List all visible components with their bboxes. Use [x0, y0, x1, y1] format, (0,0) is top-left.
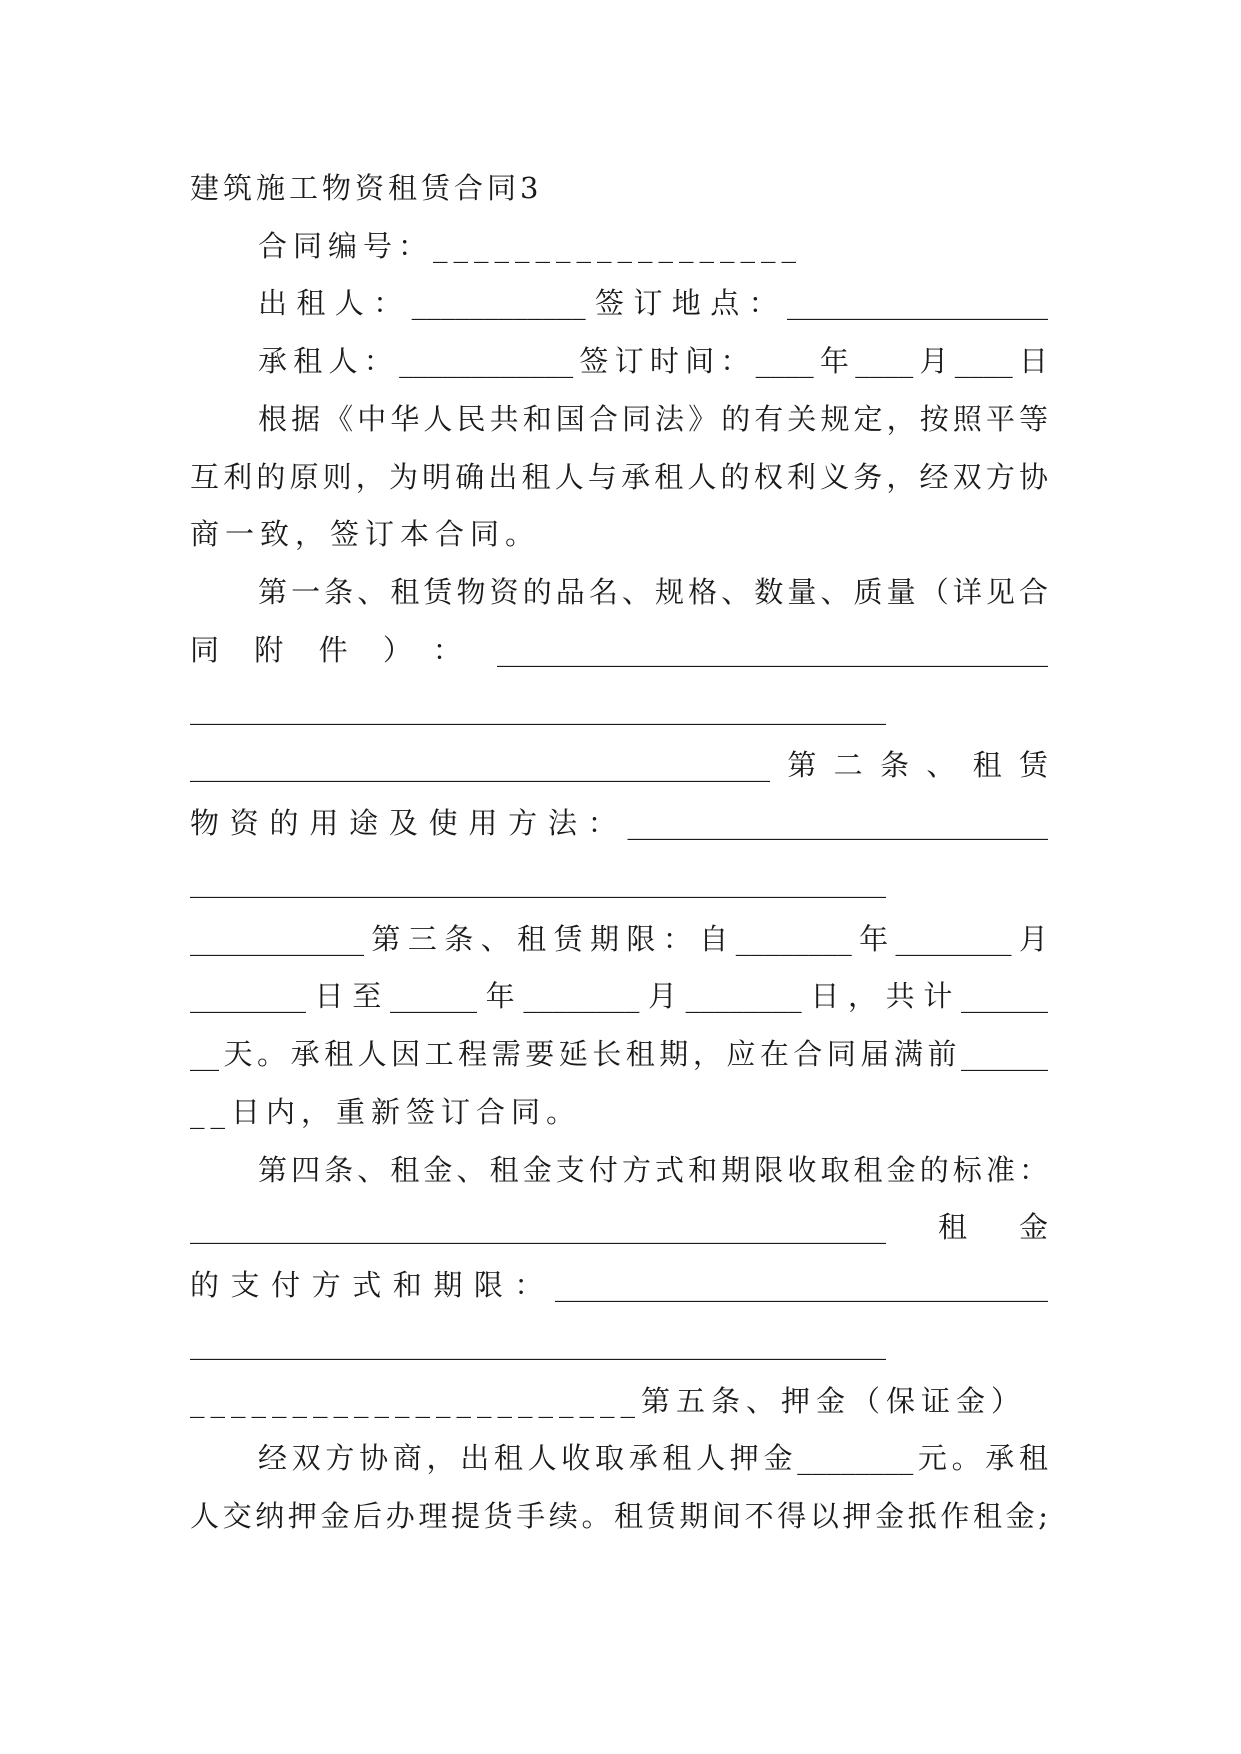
article-2-line: 物资的用途及使用方法：_____________________________ [190, 806, 1048, 840]
article-5-line: 人交纳押金后办理提货手续。租赁期间不得以押金抵作租金; [190, 1499, 1048, 1533]
lessee-line: 承租人：____________签订时间：____年____月____日 [258, 344, 1048, 378]
article-5-line: ______________________第五条、押金（保证金） [190, 1384, 1027, 1418]
article-4-line: 第四条、租金、租金支付方式和期限收取租金的标准： [258, 1153, 1048, 1187]
document-title: 建筑施工物资租赁合同3 [190, 171, 543, 205]
article-1-line: 同附件）：______________________________________ [190, 633, 1048, 667]
paragraph-line: 商一致，签订本合同。 [190, 517, 541, 551]
article-3-line: __天。承租人因工程需要延长租期，应在合同届满前______ [190, 1037, 1048, 1071]
blank-line: ________________________________________________ [190, 691, 886, 725]
article-3-line: __日内，重新签订合同。 [190, 1095, 582, 1129]
paragraph-line: 根据《中华人民共和国合同法》的有关规定，按照平等 [258, 402, 1048, 436]
lessor-line: 出租人：____________签订地点：__________________ [258, 286, 1048, 320]
article-3-line: ____________第三条、租赁期限：自________年________月 [190, 922, 1048, 956]
article-4-line: 的支付方式和期限：__________________________________ [190, 1268, 1048, 1302]
article-5-line: 经双方协商，出租人收取承租人押金________元。承租 [258, 1441, 1048, 1475]
paragraph-line: 互利的原则，为明确出租人与承租人的权利义务，经双方协 [190, 460, 1048, 494]
article-4-line: ________________________________________________租金 [190, 1210, 1048, 1244]
blank-line: ________________________________________________ [190, 864, 886, 898]
article-3-line: ________日至______年________月________日，共计______ [190, 979, 1048, 1013]
blank-line: ________________________________________________ [190, 1326, 886, 1360]
article-1-line: 第一条、租赁物资的品名、规格、数量、质量（详见合 [258, 575, 1048, 609]
contract-number-line: 合同编号：__________________ [258, 229, 803, 263]
article-2-line: ________________________________________第二条、租赁 [190, 748, 1048, 782]
